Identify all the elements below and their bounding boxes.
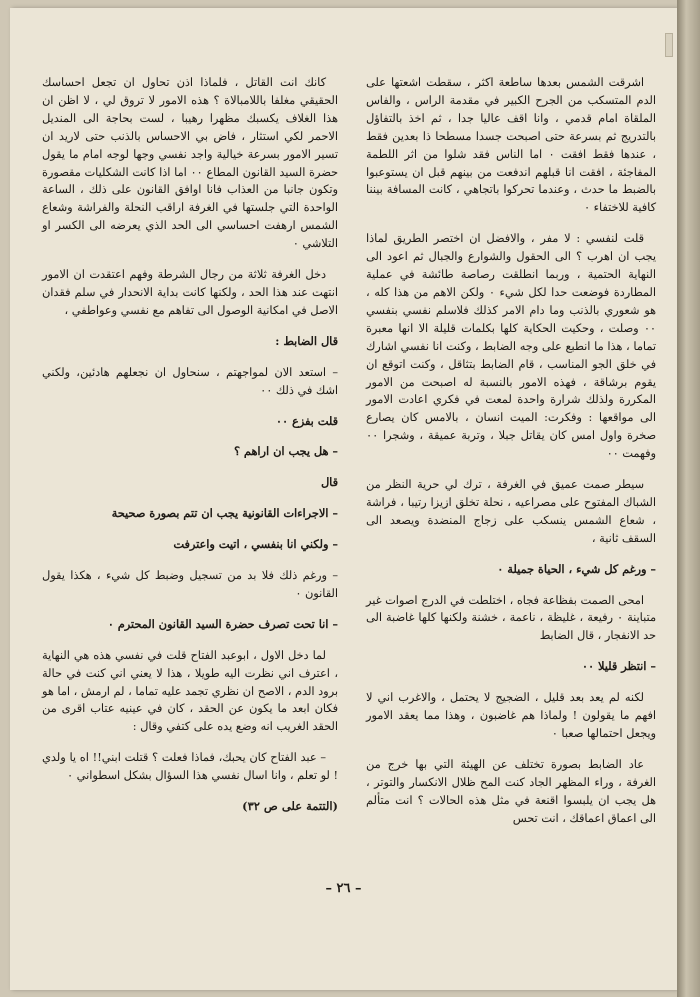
paragraph: لما دخل الاول ، ابوعبد الفتاح قلت في نفسي هذه هي النهاية ، اعترف اني نظرت اليه طويلا ، هذا لا يعني اني كنت في حالة برود الدم ، الاصح ان نظري تجمد عليه تماما ، لم ارمش ، اما هو فكان ابعد ما يكون عن الحقد ، كان في عينيه عتاب اقرى من الحقد الغريب انه وضع يده على كتفي وقال : <box>42 648 338 734</box>
dialogue-line: – استعد الان لمواجهتم ، سنحاول ان نجعلهم هادئين، ولكني اشك في ذلك ٠٠ <box>42 365 338 397</box>
paragraph: – عبد الفتاح كان يحبك، فماذا فعلت ؟ قتلت ابني!! اه يا ولدي ! لو تعلم ، وانا اسال نفسي هذا السؤال بشكل اسطواني ٠ <box>42 751 338 783</box>
dialogue-line: – الاجراءات القانونية يجب ان تتم بصورة صحيحة <box>111 506 338 521</box>
paragraph: عاد الضابط بصورة تختلف عن الهيئة التي بها خرج من الغرفة ، وراء المظهر الجاد كنت المح ظلال الانكسار والتوتر ، هل يجب ان يلبسوا اقنعة في مثل هذه الحالات ؟ انت متألم الى اعماق اعماقك ، انت تحس <box>366 757 656 825</box>
dialogue-line: – ولكني انا بنفسي ، اتيت واعترفت <box>173 537 338 552</box>
dialogue-line: قلت بفزع ٠٠ <box>275 413 338 428</box>
right-column <box>366 74 656 841</box>
book-binding <box>677 0 700 997</box>
paragraph: كانك انت القاتل ، فلماذا اذن تحاول ان تجعل احساسك الحقيقي مغلفا باللامبالاة ؟ هذه الامور لا تروق لي ، لا اظن ان هذا الغلاف يكسبك مظهرا رهيبا ، لست بحاجة الى المنديل الاحمر لكي استثار ، فاض بي الاحساس بالذنب حتى لاريد ان تسير الامور بسرعة خيالية واجد نفسي وجها لوجه امام ما يقول حضرة السيد القانون المطاع ٠٠ اما اذا كانت الشكليات مقصورة وتكون جانبا من العذاب فانا اوافق القانون على ذلك ، الساعة الواحدة التي جلستها في الغرفة اراقب النحلة والفراشة وشعاع الشمس ارهفت احساسي الى الحد الذي يعرضه الى الكسر او التلاشي ٠ <box>42 76 338 251</box>
paragraph: قلت لنفسي : لا مفر ، والافضل ان اختصر الطريق لماذا يجب ان اهرب ؟ الى الحقول والشوارع والجبال ثم اعود الى النهاية الحتمية ، وربما انطلقت رصاصة طائشة في عملية المطاردة فوضعت حدا لكل شيء ٠ ولكن الاهم من هذا كله ، هو شعوري بالذنب وما دام الامر كذلك فلاسلم نفسي بنفسي ٠٠ وصلت ، وحكيت الحكاية كلها بكلمات قليلة الا انها معبرة تماما ، هذا ما انطبع على وجه الضابط ، وكنت انا نفسي اشارك في خلق الجو المناسب ، قام الضابط بتثاقل ، وكنت اتوقع ان يقوم برشاقة ، فهذه الامور بالنسبة له اصبحت من الامور المكررة ولذلك شرارة واحدة لمعت في فكري اعادت الامور الى مواقعها : وفكرت: الميت انسان ، بالامس كان يصارع صخرة واول امس كان يقاتل جبلا ، وتربة عميقة ، وشجرا ٠٠ وفهمت ٠٠ <box>366 232 656 461</box>
dialogue-line: – انتظر قليلا ٠٠ <box>581 659 656 674</box>
paragraph: امحى الصمت بفظاعة فجاه ، اختلطت في الدرج اصوات غير متباينة ٠ رفيعة ، غليظة ، ناعمة ، خشنة ولكنها كلها غاضبة الى حد الانفجار ، قال الضابط <box>366 593 656 643</box>
dialogue-line: – ورغم كل شيء ، الحياة جميلة ٠ <box>497 561 656 576</box>
dialogue-line: – ورغم ذلك فلا بد من تسجيل وضبط كل شيء ، هكذا يقول القانون ٠ <box>42 569 338 600</box>
document-page <box>10 8 677 990</box>
paragraph: اشرقت الشمس بعدها ساطعة اكثر ، سقطت اشعتها على الدم المتسكب من الجرح الكبير في مقدمة الراس ، والفاس الملقاة امام قدمي ، وانا اقف عاليا جدا ، ثم اخذ بالتفاؤل بالتدريج ثم بسرعة حتى اصبحت جسدا مسطحا ذا بعدين فقط ، عندها فقط افقت ٠ اما الناس فقد شلوا من اثر اللطمة المفاجئة ، افقت انا قبلهم اندفعت من بينهم قبل ان يستوعبوا بالضبط ما حدث ، وعندما تحركوا باتجاهي ، كانت المسافة بيننا كافية للاختفاء ٠ <box>366 76 656 215</box>
dialogue-line: – هل يجب ان اراهم ؟ <box>234 444 338 459</box>
paragraph: دخل الغرفة ثلاثة من رجال الشرطة وفهم اعتقدت ان الامور انتهت عند هذا الحد ، ولكنها كانت بداية الانحدار في سلم فقدان الاصل في امكانية الوصول الى تفاهم مع نفسي وعواطفي ، <box>42 268 338 317</box>
dialogue-line: قال <box>320 475 338 490</box>
page-number: – ٢٦ – <box>325 881 362 896</box>
left-column <box>42 74 338 816</box>
paragraph: سيطر صمت عميق في الغرفة ، ترك لي حرية النظر من الشباك المفتوح على مصراعيه ، نحلة تخلق ازيزا رتيبا ، فراشة ، شعاع الشمس ينسكب على زجاج المنضدة ويصعد الى السقف ثانية ، <box>366 478 656 545</box>
dialogue-line: قال الضابط : <box>275 333 338 348</box>
paragraph: لكنه لم يعد بعد قليل ، الضجيج لا يحتمل ، والاغرب اني لا افهم ما يقولون ! ولماذا هم غاضبون ، وهذا مما يعقد الامور ويجعل احتمالها صعبا ٠ <box>366 691 656 740</box>
continuation-note: (التتمة على ص ٣٢) <box>242 799 338 814</box>
page-tab-marker <box>665 33 673 57</box>
dialogue-line: – انا تحت تصرف حضرة السيد القانون المحترم ٠ <box>107 616 338 631</box>
